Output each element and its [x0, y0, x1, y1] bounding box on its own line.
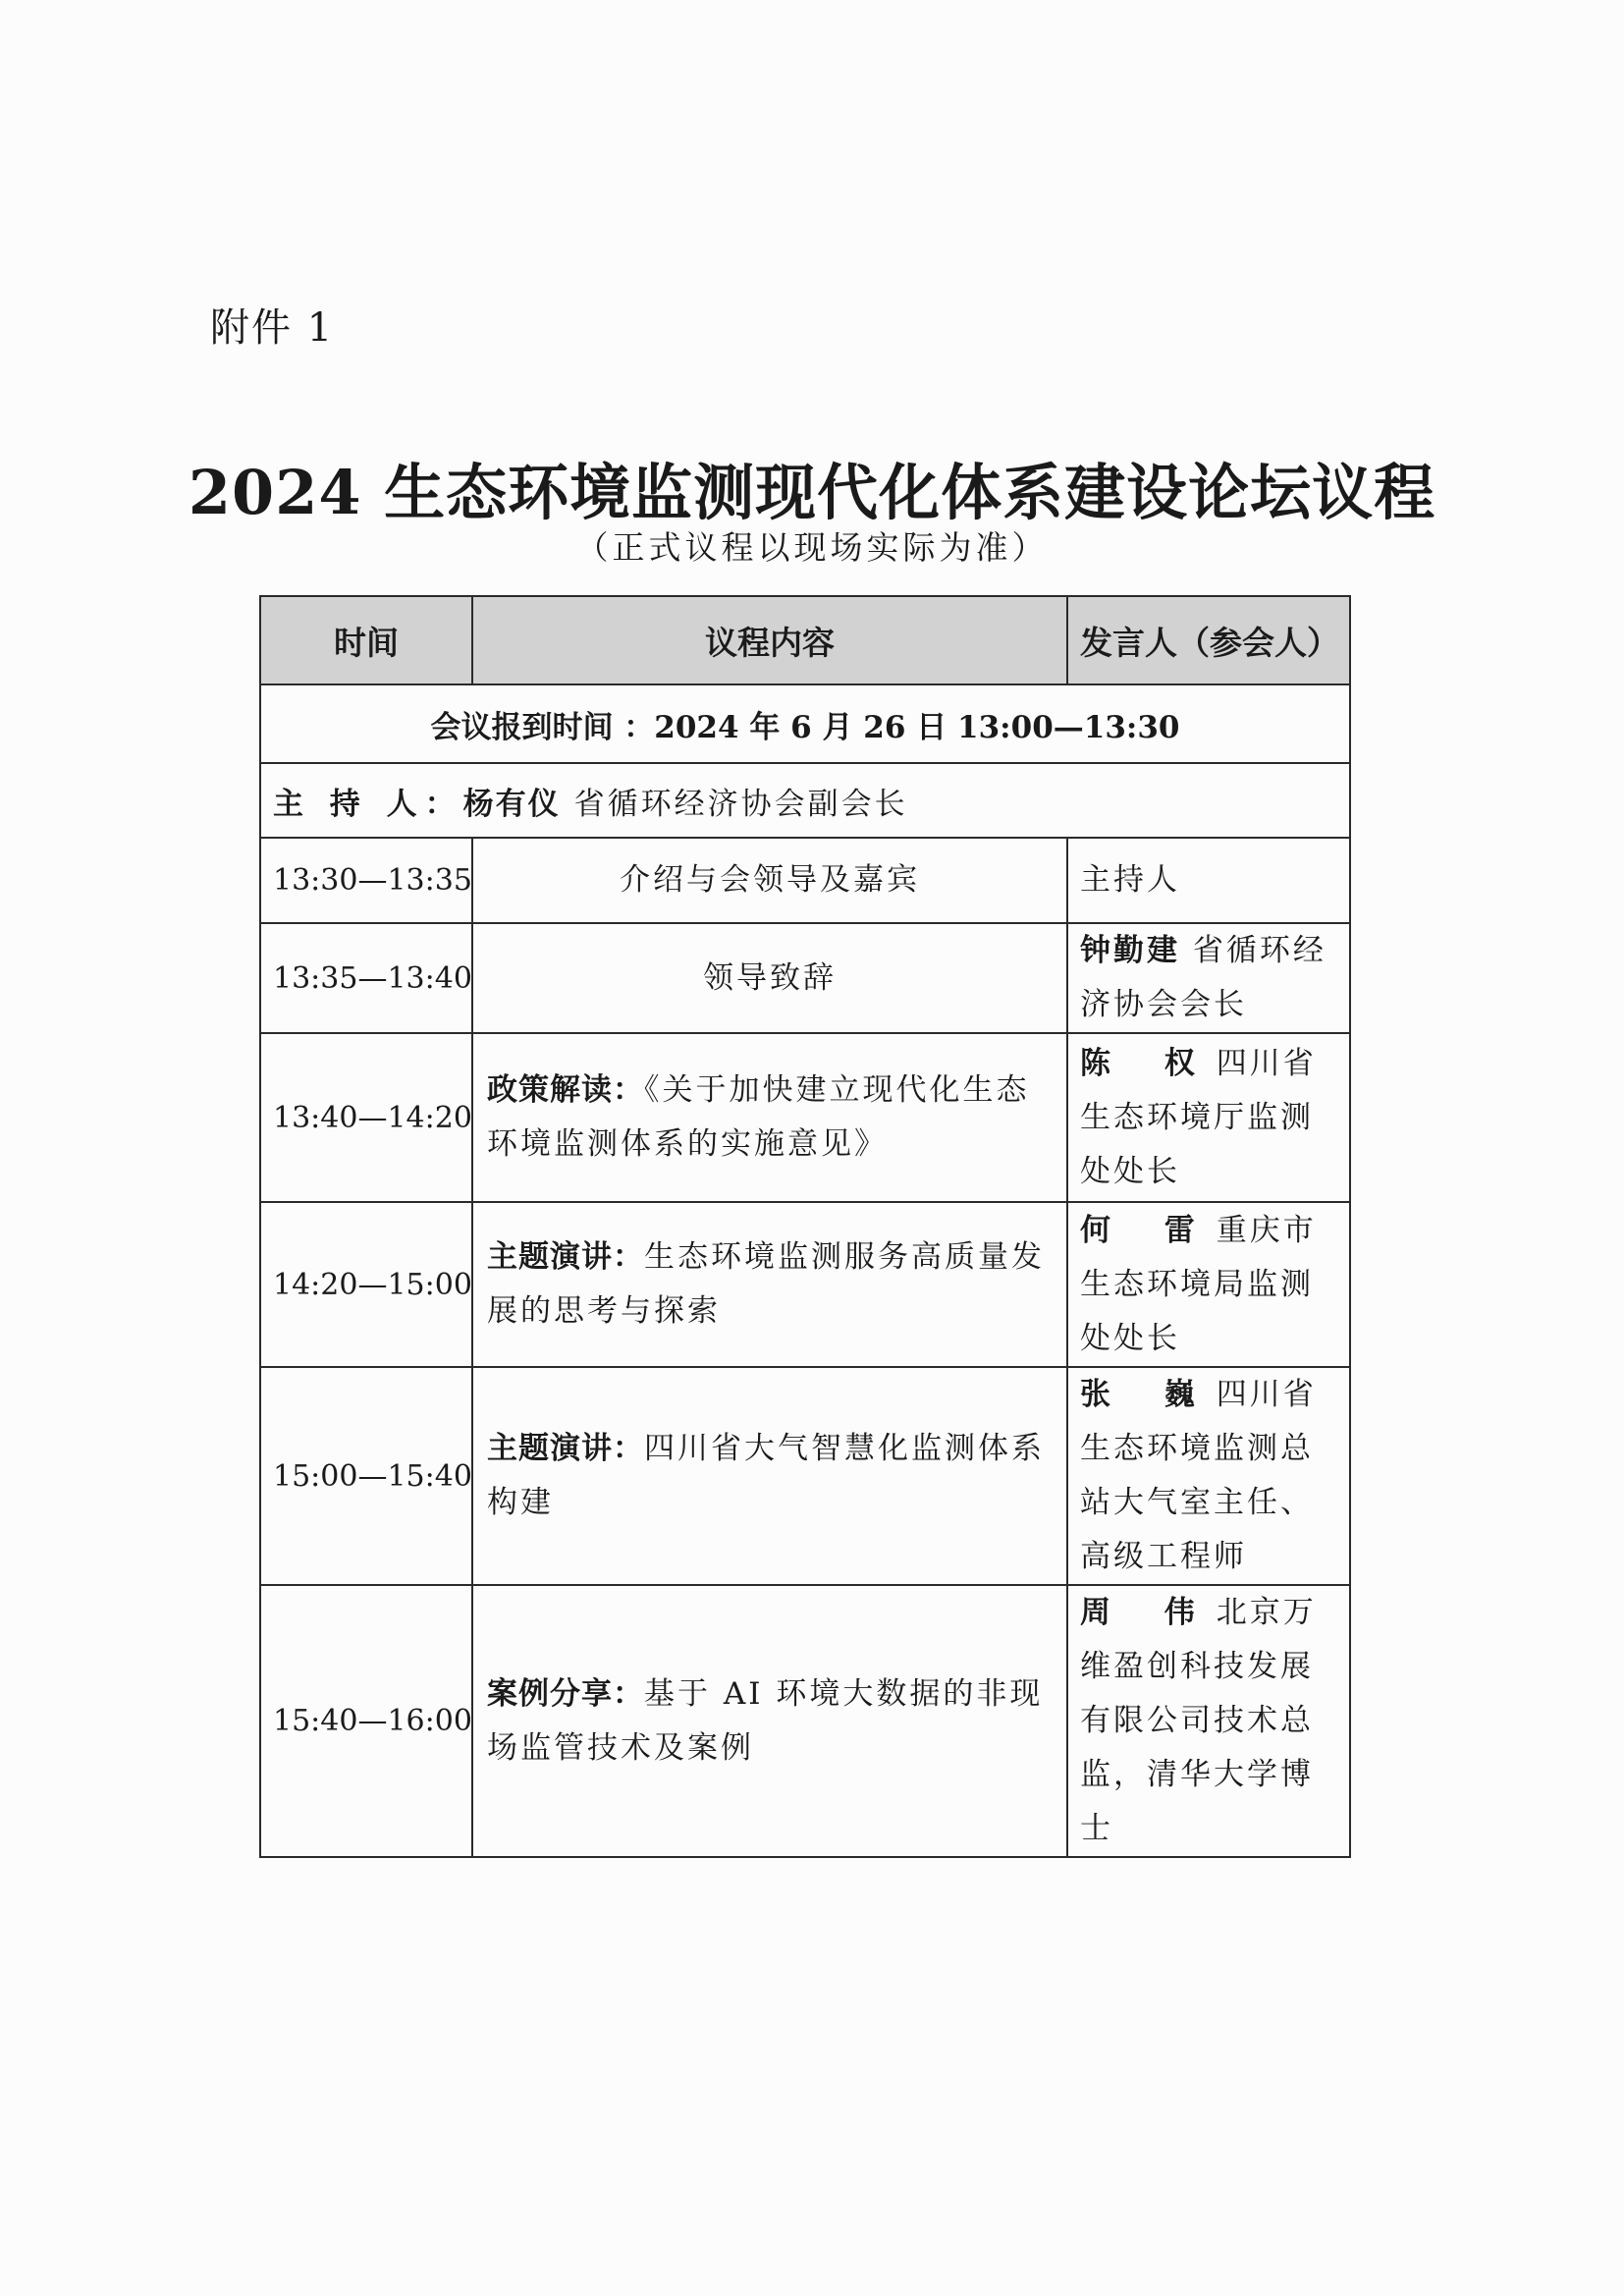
speaker-title: 主持人 [1080, 862, 1180, 898]
content-text: 《关于加快建立现代化生态环境监测体系的实施意见》 [487, 1072, 1030, 1162]
agenda-time: 15:40—16:00 [260, 1585, 472, 1857]
agenda-speaker [1067, 1367, 1350, 1585]
speaker-title: 四川省生态环境监测总站大气室主任、高级工程师 [1080, 1377, 1317, 1574]
speaker-title: 四川省生态环境厅监测处处长 [1080, 1045, 1317, 1189]
agenda-speaker [1067, 923, 1350, 1033]
host-role-label: 主 持 人： [273, 786, 463, 822]
speaker-name: 何 雷 [1080, 1212, 1217, 1248]
agenda-time: 15:00—15:40 [260, 1367, 472, 1585]
agenda-time: 14:20—15:00 [260, 1202, 472, 1367]
content-type-label: 政策解读： [487, 1072, 644, 1108]
agenda-content: 领导致辞 [472, 923, 1067, 1033]
agenda-time: 13:40—14:20 [260, 1033, 472, 1202]
content-type-label: 主题演讲： [487, 1431, 644, 1466]
host-org: 省循环经济协会副会长 [573, 786, 908, 822]
agenda-row [260, 1367, 1350, 1585]
agenda-content [472, 1202, 1067, 1367]
speaker-name: 张 巍 [1080, 1377, 1217, 1412]
agenda-header-row [260, 596, 1350, 684]
agenda-table [259, 595, 1351, 1858]
host-cell [260, 763, 1350, 838]
agenda-row [260, 923, 1350, 1033]
content-text: 生态环境监测服务高质量发展的思考与探索 [487, 1239, 1045, 1329]
speaker-name: 陈 权 [1080, 1045, 1217, 1081]
agenda-speaker [1067, 1033, 1350, 1202]
host-row [260, 763, 1350, 838]
registration-row [260, 684, 1350, 763]
speaker-title: 北京万维盈创科技发展有限公司技术总监，清华大学博士 [1080, 1595, 1317, 1846]
agenda-row [260, 838, 1350, 923]
speaker-title: 省循环经济协会会长 [1080, 933, 1326, 1022]
host-name: 杨有仪 [462, 786, 561, 822]
header-time: 时间 [260, 596, 472, 684]
content-text: 四川省大气智慧化监测体系构建 [487, 1431, 1045, 1520]
speaker-name: 钟勤建 [1080, 933, 1180, 968]
page-title: 2024 生态环境监测现代化体系建设论坛议程 [188, 457, 1436, 528]
attachment-label: 附件 1 [210, 305, 335, 351]
agenda-row [260, 1202, 1350, 1367]
content-text: 基于 AI 环境大数据的非现场监管技术及案例 [487, 1675, 1044, 1766]
agenda-content [472, 1367, 1067, 1585]
header-content: 议程内容 [472, 596, 1067, 684]
agenda-row [260, 1033, 1350, 1202]
agenda-content [472, 1033, 1067, 1202]
agenda-content: 介绍与会领导及嘉宾 [472, 838, 1067, 923]
header-speaker: 发言人（参会人） [1067, 596, 1350, 684]
agenda-content [472, 1585, 1067, 1857]
content-type-label: 案例分享： [487, 1675, 644, 1712]
agenda-row [260, 1585, 1350, 1857]
agenda-speaker [1067, 838, 1350, 923]
page-subtitle: （正式议程以现场实际为准） [575, 528, 1049, 567]
registration-time: 会议报到时间 ：2024 年 6 月 26 日 13:00—13:30 [260, 684, 1350, 763]
speaker-name: 周 伟 [1080, 1595, 1217, 1630]
agenda-time: 13:30—13:35 [260, 838, 472, 923]
speaker-title: 重庆市生态环境局监测处处长 [1080, 1212, 1317, 1356]
content-type-label: 主题演讲： [487, 1239, 644, 1275]
agenda-speaker [1067, 1585, 1350, 1857]
agenda-time: 13:35—13:40 [260, 923, 472, 1033]
agenda-speaker [1067, 1202, 1350, 1367]
